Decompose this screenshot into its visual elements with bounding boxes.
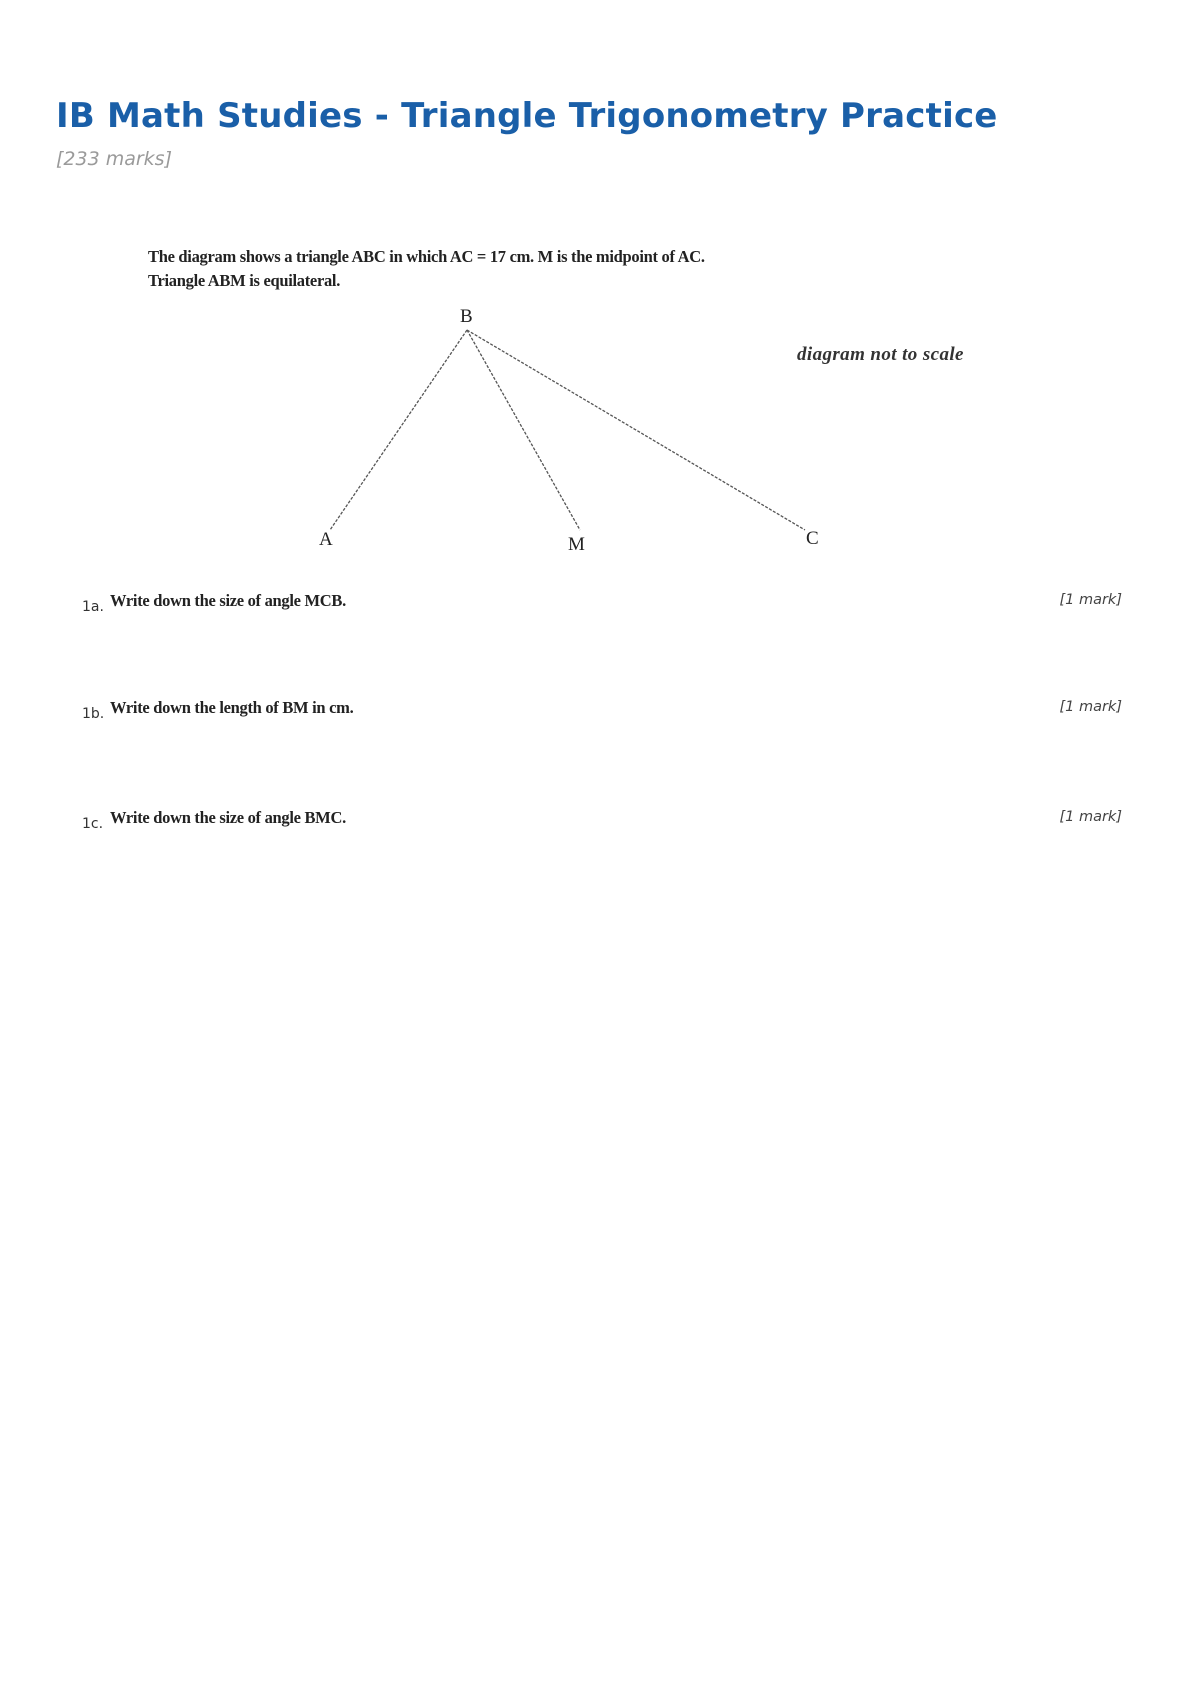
question-marks: [1 mark] xyxy=(1059,592,1122,608)
question-marks: [1 mark] xyxy=(1059,699,1122,715)
triangle-diagram xyxy=(0,0,1200,620)
question-text: Write down the length of BM in cm. xyxy=(110,698,354,717)
diagram-note: diagram not to scale xyxy=(797,344,964,365)
side-bc xyxy=(467,330,805,530)
question-1c xyxy=(0,808,1200,838)
stem-line-1: The diagram shows a triangle ABC in which AC = 17 cm. M is the midpoint of AC. xyxy=(148,247,705,266)
vertex-label-a: A xyxy=(319,529,333,550)
vertex-label-m: M xyxy=(568,534,585,555)
question-1a xyxy=(0,591,1200,621)
stem-line-2: Triangle ABM is equilateral. xyxy=(148,271,341,290)
question-number: 1b. xyxy=(82,706,105,722)
total-marks: [233 marks] xyxy=(56,148,172,170)
side-ab xyxy=(330,330,467,530)
question-text: Write down the size of angle MCB. xyxy=(110,591,346,610)
question-number: 1c. xyxy=(82,816,104,832)
page-title: IB Math Studies - Triangle Trigonometry Practice xyxy=(56,96,998,136)
question-text: Write down the size of angle BMC. xyxy=(110,808,346,827)
side-bm xyxy=(467,330,580,530)
question-number: 1a. xyxy=(82,599,104,615)
question-marks: [1 mark] xyxy=(1059,809,1122,825)
vertex-label-b: B xyxy=(460,306,473,327)
vertex-label-c: C xyxy=(806,528,819,549)
question-1b xyxy=(0,698,1200,728)
